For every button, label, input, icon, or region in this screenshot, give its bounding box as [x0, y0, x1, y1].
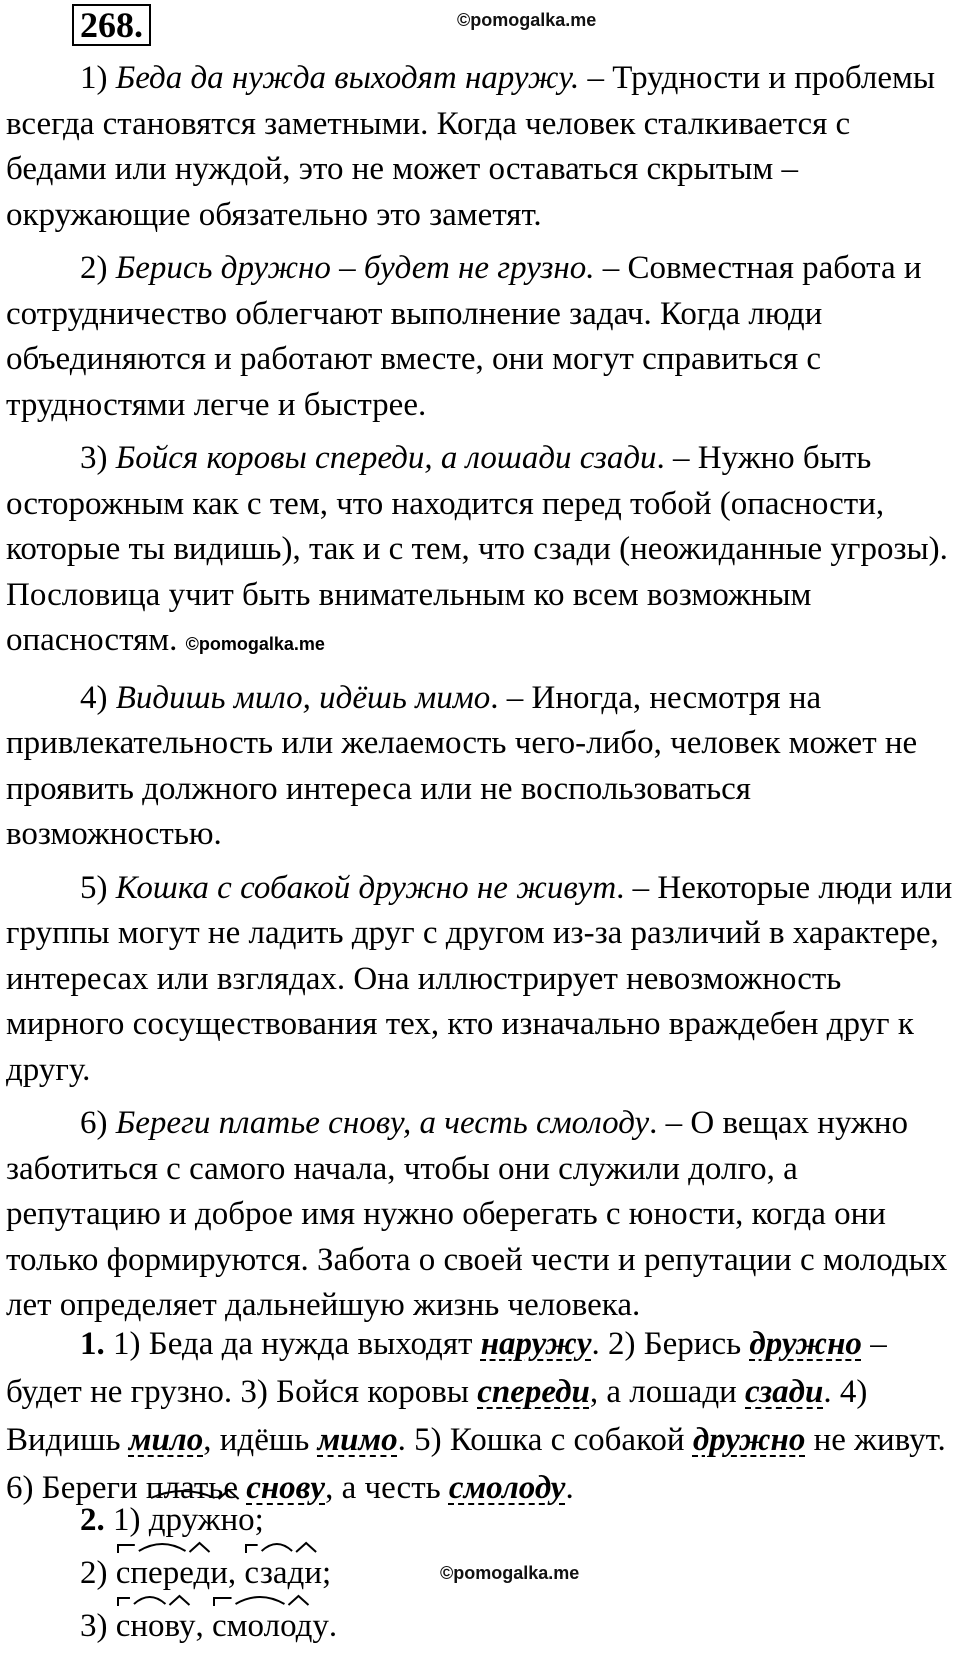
paragraph-5: 5) Кошка с собакой дружно не живут. – Некоторые люди или группы могут не ладить друг с другом из-за различий в характере, интересах или взглядах. Она иллюстрирует невозможность мирного сосуществования тех, кто изначально враждебен друг к другу.	[6, 869, 953, 1088]
proverb-1: Беда да нужда выходят наружу.	[115, 60, 580, 96]
proverb-3: Бойся коровы спереди, а лошади сзади	[115, 440, 657, 476]
morph-word: дружно	[149, 1500, 255, 1540]
task-1-text	[6, 1320, 956, 1512]
task-1-answer	[6, 1320, 956, 1512]
explanation-5: . – Некоторые люди или группы могут не ладить друг с другом из-за различий в характере, интересах или взглядах. Она иллюстрирует невозможность мирного сосуществования тех, кто изначально враждебен друг к другу.	[6, 869, 953, 1088]
morpheme-marks	[116, 1541, 228, 1555]
proverb-5: Кошка с собакой дружно не живут	[115, 869, 617, 906]
morph-word: сзади	[244, 1553, 322, 1593]
explanation-6: . – О вещах нужно заботиться с самого начала, чтобы они служили долго, а репутацию и доброе имя нужно оберегать с юности, когда они только формируются. Забота о своей чести и репутации с молодых лет определяет дальнейшую жизнь человека.	[6, 1105, 948, 1323]
watermark-inline: ©pomogalka.me	[185, 634, 325, 654]
underlined-adverb: мимо	[317, 1422, 398, 1458]
morpheme-mark-path	[214, 1596, 308, 1606]
proverb-6: Береги платье снову, а честь смолоду	[115, 1105, 650, 1141]
morpheme-marks	[212, 1594, 329, 1608]
task-1-segment: . 4) Видишь	[6, 1374, 868, 1458]
morpheme-marks	[116, 1594, 196, 1608]
task-2-line-2: 2) спереди , сзади ;	[80, 1553, 331, 1593]
task-1-label: 1.	[80, 1326, 105, 1362]
explanation-2: – Совместная работа и сотрудничество облегчают выполнение задач. Когда люди объединяются и работают вместе, они могут справиться с трудностями легче и быстрее.	[6, 250, 922, 423]
watermark-bottom: ©pomogalka.me	[440, 1563, 580, 1583]
task-1-segment: .	[565, 1470, 574, 1506]
underlined-adverb: снову	[246, 1470, 326, 1506]
underlined-adverb: наружу	[480, 1326, 592, 1362]
task-1-segment: . 2) Берись	[591, 1326, 750, 1362]
task-1-segment: – будет не грузно. 3) Бойся коровы	[6, 1326, 887, 1410]
proverb-4: Видишь мило, идёшь мимо	[115, 679, 491, 716]
morph-word: снову	[116, 1606, 196, 1646]
paragraph-4: 4) Видишь мило, идёшь мимо. – Иногда, несмотря на привлекательность или желаемость чего-либо, человек может не проявить должного интереса или не воспользоваться возможностью.	[6, 679, 918, 852]
underlined-adverb: дружно	[692, 1422, 806, 1458]
morpheme-marks	[149, 1488, 255, 1502]
explanation-4: . – Иногда, несмотря на привлекательность или желаемость чего-либо, человек может не проявить должного интереса или не воспользоваться возможностью.	[6, 679, 918, 852]
morpheme-mark-path	[246, 1543, 316, 1553]
task-2-line-3: 3) снову , смолоду .	[80, 1606, 337, 1646]
paragraph-3: 3) Бойся коровы спереди, а лошади сзади. – Нужно быть осторожным как с тем, что находится перед тобой (опасности, которые ты видишь), так и с тем, что сзади (неожиданные угрозы). Пословица учит быть внимательным ко всем возможным опасностям. ©pomogalka.me	[6, 440, 948, 658]
paragraph-6: 6) Береги платье снову, а честь смолоду. – О вещах нужно заботиться с самого начала, чтобы они служили долго, а репутацию и доброе имя нужно оберегать с юности, когда они только формируются. Забота о своей чести и репутации с молодых лет определяет дальнейшую жизнь человека.	[6, 1105, 948, 1323]
morpheme-mark-path	[118, 1543, 210, 1553]
task-1-segment: , а честь	[325, 1470, 449, 1506]
task-1-segment: . 5) Кошка с собакой	[397, 1422, 693, 1458]
task-1-segment: , идёшь	[203, 1422, 318, 1458]
watermark-top: ©pomogalka.me	[457, 10, 597, 30]
underlined-adverb: сзади	[745, 1374, 824, 1410]
morpheme-mark-path	[118, 1596, 189, 1606]
underlined-adverb: смолоду	[448, 1470, 566, 1506]
underlined-adverb: дружно	[749, 1326, 862, 1362]
task-1-segment: 1) Беда да нужда выходят	[104, 1326, 481, 1362]
proverb-2: Берись дружно – будет не грузно.	[115, 250, 595, 286]
exercise-number: 268.	[72, 4, 151, 46]
task-1-segment: , а лошади	[589, 1374, 746, 1410]
morph-word: смолоду	[212, 1606, 329, 1646]
underlined-adverb: спереди	[477, 1374, 590, 1410]
task-1-segment: не живут. 6) Береги платье	[6, 1422, 946, 1506]
explanation-1: – Трудности и проблемы всегда становятся заметными. Когда человек сталкивается с бедами или нуждой, это не может оставаться скрытым – окружающие обязательно это заметят.	[6, 60, 936, 233]
task-2-label: 2.	[80, 1502, 105, 1538]
morpheme-mark-path	[151, 1490, 239, 1499]
morph-word: спереди	[116, 1553, 228, 1593]
morpheme-marks	[244, 1541, 322, 1555]
task-2-line-1: 2. 1) дружно ;	[80, 1500, 264, 1540]
underlined-adverb: мило	[128, 1422, 204, 1458]
proverbs-text	[6, 56, 956, 1329]
paragraph-2: 2) Берись дружно – будет не грузно. – Совместная работа и сотрудничество облегчают выполнение задач. Когда люди объединяются и работают вместе, они могут справиться с трудностями легче и быстрее.	[6, 250, 922, 423]
paragraph-1: 1) Беда да нужда выходят наружу. – Трудности и проблемы всегда становятся заметными. Когда человек сталкивается с бедами или нуждой, это не может оставаться скрытым – окружающие обязательно это заметят.	[6, 60, 936, 233]
explanation-3: . – Нужно быть осторожным как с тем, что находится перед тобой (опасности, которые ты видишь), так и с тем, что сзади (неожиданные угрозы). Пословица учит быть внимательным ко всем возможным опасностям.	[6, 440, 948, 658]
